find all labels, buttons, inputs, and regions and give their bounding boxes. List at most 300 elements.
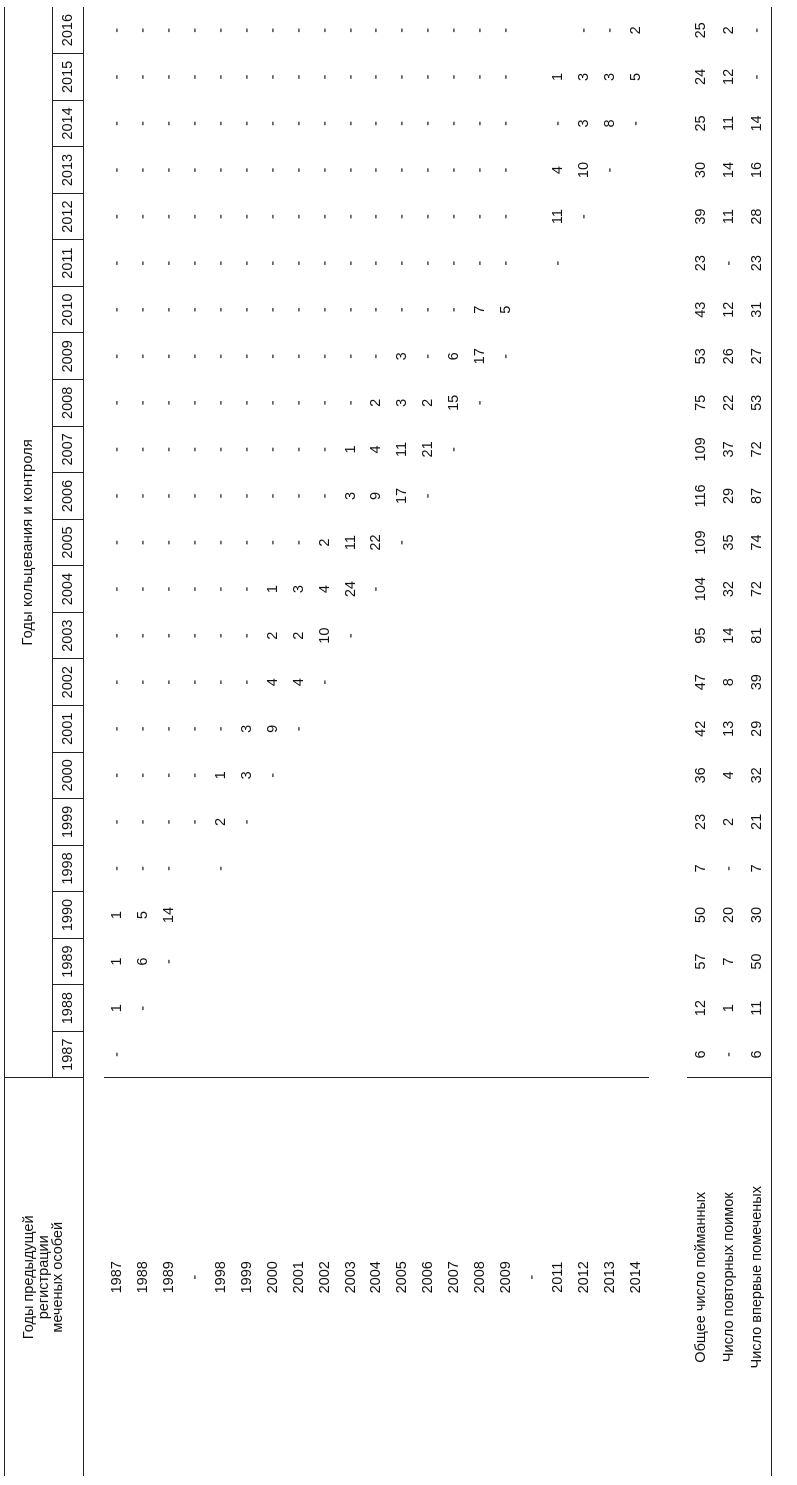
table-cell: 53	[692, 348, 709, 365]
table-cell: -	[394, 214, 411, 220]
table-cell: -	[160, 353, 177, 359]
table-cell: -	[160, 167, 177, 173]
table-cell: -	[264, 74, 281, 80]
table-cell	[571, 845, 597, 892]
table-cell	[571, 752, 597, 799]
spacer-row	[649, 7, 687, 1476]
table-cell	[597, 286, 623, 333]
table-cell: -	[135, 726, 152, 732]
table-cell: -	[420, 260, 437, 266]
table-cell: 22	[368, 534, 385, 551]
table-cell	[519, 519, 545, 566]
table-cell: 3	[342, 491, 359, 501]
table-cell: -	[264, 400, 281, 406]
table-cell: -	[109, 260, 126, 266]
table-cell: -	[316, 400, 333, 406]
table-cell: -	[135, 493, 152, 499]
table-cell: 12	[720, 301, 737, 318]
table-cell: -	[342, 400, 359, 406]
table-cell: -	[420, 353, 437, 359]
table-cell: -	[316, 493, 333, 499]
table-cell: -	[135, 866, 152, 871]
table-cell: 23	[743, 240, 772, 287]
table-cell	[519, 240, 545, 287]
table-cell: -	[135, 679, 152, 685]
table-cell	[571, 938, 597, 985]
table-cell	[338, 706, 364, 753]
table-cell: 109	[692, 437, 709, 462]
table-cell	[338, 659, 364, 706]
year-header-2014: 2014	[53, 100, 84, 147]
table-cell: -	[109, 633, 126, 639]
year-header-2011: 2011	[53, 240, 84, 287]
table-cell: -	[342, 167, 359, 173]
table-cell: -	[316, 214, 333, 220]
table-cell: 9	[368, 491, 385, 501]
table-cell	[519, 473, 545, 520]
table-cell: 1	[212, 771, 229, 780]
table-cell	[468, 845, 494, 892]
table-cell	[571, 706, 597, 753]
table-cell	[182, 845, 208, 892]
table-cell: -	[212, 214, 229, 220]
table-cell	[416, 752, 442, 799]
table-cell: -	[394, 307, 411, 313]
row-label: 2004	[364, 1078, 390, 1476]
table-cell	[286, 938, 312, 985]
table-cell: -	[316, 307, 333, 313]
table-cell: -	[238, 260, 255, 266]
table-cell: 39	[743, 659, 772, 706]
table-cell: -	[368, 27, 385, 33]
table-cell: -	[212, 866, 229, 871]
table-cell: -	[420, 214, 437, 220]
table-cell: -	[238, 819, 255, 825]
table-cell: 104	[692, 577, 709, 602]
table-cell: -	[290, 214, 307, 220]
table-cell	[493, 706, 519, 753]
table-cell	[156, 985, 182, 1032]
year-header-2007: 2007	[53, 426, 84, 473]
table-cell	[208, 892, 234, 939]
table-cell: -	[160, 27, 177, 33]
table-row	[364, 7, 390, 1476]
table-cell: 3	[394, 352, 411, 361]
year-header-2012: 2012	[53, 193, 84, 240]
table-cell	[571, 659, 597, 706]
table-cell	[468, 566, 494, 613]
table-cell	[519, 752, 545, 799]
table-cell	[597, 892, 623, 939]
table-cell: 21	[420, 441, 437, 458]
table-row	[260, 7, 286, 1476]
table-cell: -	[109, 27, 126, 33]
row-label: 1998	[208, 1078, 234, 1476]
table-cell: 6	[135, 957, 152, 966]
table-cell	[623, 147, 649, 194]
table-cell: 1	[109, 957, 126, 966]
row-label: 2007	[442, 1078, 468, 1476]
table-cell: -	[238, 633, 255, 639]
table-cell	[468, 799, 494, 846]
table-cell: 14	[743, 100, 772, 147]
table-cell: 11	[720, 115, 737, 131]
table-cell: 14	[720, 627, 737, 644]
table-cell	[493, 752, 519, 799]
table-cell: -	[135, 540, 152, 545]
table-cell: 4	[316, 585, 333, 594]
table-cell	[260, 892, 286, 939]
table-cell: -	[109, 772, 126, 778]
table-cell	[545, 799, 571, 846]
table-cell: 3	[238, 724, 255, 733]
row-label: 1987	[104, 1078, 130, 1476]
table-cell	[597, 473, 623, 520]
table-cell	[545, 333, 571, 380]
table-cell: -	[109, 446, 126, 452]
table-cell	[623, 519, 649, 566]
table-cell: -	[109, 819, 126, 825]
table-cell	[312, 985, 338, 1032]
table-cell: -	[498, 353, 515, 359]
table-cell: -	[135, 400, 152, 406]
table-cell	[286, 892, 312, 939]
table-cell: -	[342, 260, 359, 266]
table-cell	[545, 892, 571, 939]
table-cell: 3	[575, 119, 592, 128]
table-cell	[260, 985, 286, 1032]
table-cell	[623, 566, 649, 613]
table-cell: -	[186, 493, 203, 499]
year-header-2000: 2000	[53, 752, 84, 799]
table-cell: -	[290, 121, 307, 126]
table-row	[743, 7, 772, 1476]
table-cell: -	[472, 167, 489, 173]
table-cell	[623, 426, 649, 473]
table-cell: -	[160, 866, 177, 871]
table-cell: -	[238, 307, 255, 313]
table-cell: 11	[342, 535, 359, 551]
table-cell	[623, 706, 649, 753]
table-cell: 11	[550, 209, 567, 225]
table-cell: -	[446, 307, 463, 313]
table-cell	[442, 985, 468, 1032]
row-label: Общее число пойманных	[687, 1078, 715, 1476]
table-cell: -	[290, 27, 307, 33]
table-row	[182, 7, 208, 1476]
table-cell: -	[135, 167, 152, 173]
row-label: 2003	[338, 1078, 364, 1476]
table-row	[468, 7, 494, 1476]
table-cell: 28	[743, 193, 772, 240]
table-cell: 24	[342, 581, 359, 598]
table-cell	[597, 426, 623, 473]
table-cell: -	[420, 493, 437, 499]
table-cell	[442, 799, 468, 846]
table-cell: 8	[601, 119, 618, 128]
table-cell: -	[212, 167, 229, 173]
table-cell: -	[109, 400, 126, 406]
table-cell	[182, 1031, 208, 1078]
table-cell: -	[238, 121, 255, 126]
table-cell	[597, 380, 623, 427]
table-cell: -	[264, 214, 281, 220]
table-cell: -	[212, 74, 229, 80]
table-cell	[416, 519, 442, 566]
table-cell: -	[368, 353, 385, 359]
table-row	[312, 7, 338, 1476]
table-cell: -	[394, 74, 411, 80]
table-cell	[442, 566, 468, 613]
table-cell: -	[498, 260, 515, 266]
table-cell	[416, 799, 442, 846]
table-cell: -	[160, 307, 177, 313]
table-row	[156, 7, 182, 1476]
table-cell: -	[186, 540, 203, 545]
table-cell	[390, 845, 416, 892]
table-cell: -	[394, 27, 411, 33]
table-cell: -	[720, 1052, 737, 1057]
table-cell: -	[264, 260, 281, 266]
table-cell: -	[238, 74, 255, 80]
table-cell: 36	[692, 767, 709, 784]
table-cell	[519, 892, 545, 939]
table-cell: 12	[720, 68, 737, 85]
table-cell	[545, 706, 571, 753]
row-label: 2006	[416, 1078, 442, 1476]
table-cell	[545, 286, 571, 333]
year-header-1999: 1999	[53, 799, 84, 846]
table-row	[597, 7, 623, 1476]
table-cell	[597, 799, 623, 846]
table-cell	[571, 426, 597, 473]
table-cell	[286, 985, 312, 1032]
year-header-1988: 1988	[53, 985, 84, 1032]
table-cell	[312, 845, 338, 892]
table-cell	[468, 519, 494, 566]
table-cell	[468, 985, 494, 1032]
table-cell: 1	[264, 585, 281, 594]
table-cell: -	[160, 260, 177, 266]
table-cell: -	[720, 866, 737, 871]
table-cell	[493, 566, 519, 613]
table-cell: -	[238, 167, 255, 173]
table-cell	[545, 938, 571, 985]
table-cell: 8	[720, 678, 737, 687]
table-cell	[416, 612, 442, 659]
table-cell	[571, 333, 597, 380]
table-cell	[338, 985, 364, 1032]
table-cell: -	[212, 493, 229, 499]
table-cell	[390, 985, 416, 1032]
table-cell: 3	[575, 72, 592, 81]
table-row	[519, 7, 545, 1476]
table-cell	[468, 426, 494, 473]
table-cell: -	[290, 446, 307, 452]
table-cell: 109	[692, 530, 709, 555]
table-cell	[364, 659, 390, 706]
table-row	[390, 7, 416, 1476]
table-cell	[364, 752, 390, 799]
row-label: 2008	[468, 1078, 494, 1476]
table-cell: -	[264, 121, 281, 126]
table-cell: -	[109, 167, 126, 173]
table-cell: -	[472, 74, 489, 80]
table-cell: 116	[692, 484, 709, 508]
table-cell: 3	[290, 585, 307, 594]
table-cell: 21	[743, 799, 772, 846]
table-cell: -	[368, 260, 385, 266]
table-cell: 37	[720, 441, 737, 458]
table-cell: -	[446, 27, 463, 33]
table-cell: -	[212, 679, 229, 685]
table-cell: 4	[550, 166, 567, 175]
table-cell: -	[446, 167, 463, 173]
table-cell	[519, 333, 545, 380]
table-cell	[260, 1031, 286, 1078]
table-cell: 29	[720, 487, 737, 505]
table-cell: -	[368, 121, 385, 126]
table-cell: 7	[720, 957, 737, 966]
table-cell	[286, 1031, 312, 1078]
table-cell	[234, 1031, 260, 1078]
table-cell: -	[498, 167, 515, 173]
table-cell: 13	[720, 720, 737, 737]
table-cell	[468, 752, 494, 799]
row-header-line-3: меченых особей	[50, 1221, 67, 1333]
table-cell: 3	[394, 398, 411, 407]
table-cell: 4	[290, 678, 307, 687]
table-cell: 3	[238, 771, 255, 780]
table-cell	[597, 193, 623, 240]
ringing-data-table	[4, 7, 772, 1476]
table-cell: -	[238, 540, 255, 545]
table-cell: 5	[627, 72, 644, 81]
table-cell	[468, 892, 494, 939]
table-cell: 14	[160, 906, 177, 924]
table-cell: -	[420, 121, 437, 126]
year-header-2003: 2003	[53, 612, 84, 659]
table-cell: -	[394, 167, 411, 173]
table-cell: -	[601, 27, 618, 33]
table-cell: -	[498, 214, 515, 220]
table-cell: 43	[692, 301, 709, 318]
table-cell: -	[264, 446, 281, 452]
table-cell	[623, 799, 649, 846]
table-cell	[623, 193, 649, 240]
table-cell	[545, 985, 571, 1032]
table-cell: 2	[316, 538, 333, 547]
table-cell	[416, 1031, 442, 1078]
table-cell	[545, 380, 571, 427]
table-cell: 17	[472, 348, 489, 365]
table-cell: -	[420, 74, 437, 80]
table-cell	[312, 706, 338, 753]
row-label: 2014	[623, 1078, 649, 1476]
table-cell: 9	[264, 724, 281, 733]
table-cell: -	[160, 772, 177, 778]
table-cell: -	[394, 540, 411, 545]
row-header-line-1: Годы предыдущей	[21, 1215, 38, 1340]
table-cell	[571, 566, 597, 613]
table-cell	[623, 380, 649, 427]
table-cell: -	[109, 307, 126, 313]
table-cell: -	[368, 307, 385, 313]
table-cell: -	[575, 27, 592, 33]
table-cell	[623, 1031, 649, 1078]
table-cell: -	[186, 400, 203, 406]
row-label: 2012	[571, 1078, 597, 1476]
spacer-cell	[649, 7, 687, 1476]
table-cell: 1	[720, 1004, 737, 1013]
table-cell	[208, 985, 234, 1032]
table-cell	[442, 612, 468, 659]
table-cell	[416, 938, 442, 985]
table-cell	[493, 659, 519, 706]
table-cell: 50	[743, 938, 772, 985]
year-header-2002: 2002	[53, 659, 84, 706]
year-header-2006: 2006	[53, 473, 84, 520]
table-cell: -	[316, 679, 333, 685]
table-cell: -	[160, 446, 177, 452]
table-cell: -	[135, 819, 152, 825]
row-label: 2013	[597, 1078, 623, 1476]
table-cell	[442, 845, 468, 892]
table-cell	[312, 938, 338, 985]
table-cell: 4	[264, 678, 281, 687]
table-cell	[571, 286, 597, 333]
table-cell	[571, 612, 597, 659]
row-label: -	[519, 1078, 545, 1476]
table-cell: 23	[692, 813, 709, 830]
table-cell: -	[368, 586, 385, 592]
table-cell	[338, 845, 364, 892]
table-cell	[519, 566, 545, 613]
table-cell	[468, 659, 494, 706]
table-cell: -	[446, 74, 463, 80]
table-cell	[364, 706, 390, 753]
table-cell	[442, 473, 468, 520]
table-cell	[545, 1031, 571, 1078]
year-header-2013: 2013	[53, 147, 84, 194]
table-cell	[364, 1031, 390, 1078]
table-cell: -	[135, 214, 152, 220]
table-cell: 7	[472, 305, 489, 314]
row-label: 1988	[130, 1078, 156, 1476]
table-cell: -	[160, 586, 177, 592]
table-cell	[468, 938, 494, 985]
row-header-cell	[5, 1078, 84, 1476]
table-cell	[182, 985, 208, 1032]
table-cell	[312, 799, 338, 846]
table-row	[416, 7, 442, 1476]
table-cell	[468, 706, 494, 753]
table-cell: -	[342, 307, 359, 313]
table-cell: -	[109, 121, 126, 126]
table-cell	[390, 706, 416, 753]
header-row-group	[5, 7, 53, 1476]
table-cell: -	[160, 959, 177, 965]
table-cell: -	[160, 74, 177, 80]
table-cell: 72	[743, 426, 772, 473]
table-cell	[442, 892, 468, 939]
table-cell	[545, 473, 571, 520]
table-cell: 2	[420, 398, 437, 407]
table-cell	[623, 240, 649, 287]
table-cell: 7	[692, 864, 709, 873]
table-cell	[519, 54, 545, 101]
table-cell	[390, 892, 416, 939]
